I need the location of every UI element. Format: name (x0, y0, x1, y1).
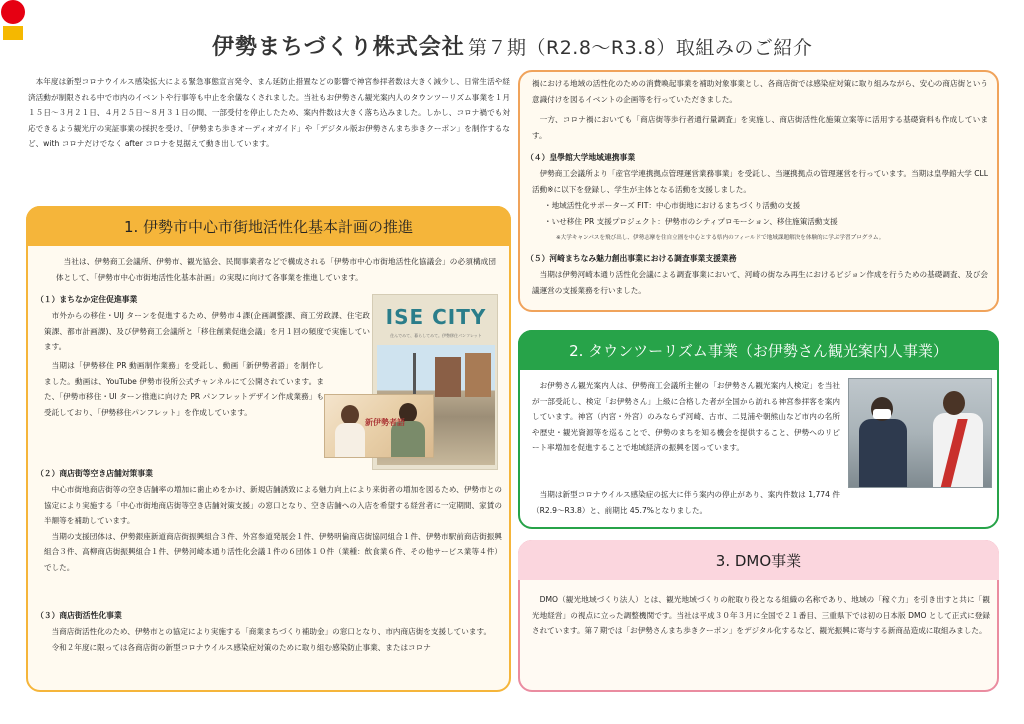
section-2-title: 2. タウンツーリズム事業（お伊勢さん観光案内人事業） (518, 330, 999, 370)
company-logo-icon (0, 0, 26, 40)
brochure-subtitle: 住んでみて、暮らしてみて。伊勢移住パンフレット (390, 333, 482, 338)
subsection-3-heading: （３）商店街活性化事業 (36, 611, 122, 620)
person-head (341, 405, 359, 425)
section-2-paragraph-2: 当期は新型コロナウイルス感染症の拡大に伴う案内の停止があり、案内件数は 1,774 件（R2.9〜R3.8）と、前期比 45.7%となりました。 (532, 490, 840, 515)
subsection-5-heading: （５）河崎まちなみ魅力創出事業における調査事業支援業務 (526, 254, 737, 263)
subsection-3-paragraph-1: 当商店街活性化のため、伊勢市との協定により実施する「商業まちづくり補助金」の窓口となり、市内商店街を支援しています。 (51, 627, 492, 636)
page-header (0, 0, 1024, 72)
video-caption: 新伊勢者語 (365, 418, 405, 427)
person-body (859, 419, 907, 488)
intro-paragraph: 本年度は新型コロナウイルス感染拡大による緊急事態宣言発令、まん延防止措置などの影響で神宮参拝者数は大きく減少し、日常生活や経済活動が制限される中で市内のイベントや行事等も中止を余儀なくされました。当社もお伊勢さん観光案内人のタウンツーリズム事業を１月１５日〜３月２１日、４月２５日〜８月３１日の間、一部受付を停止したため、案内件数は大きく落ち込みました。しかし、コロナ禍でも対応できるよう観光庁の実証事業の採択を受け、「伊勢まち歩きオーディオガイド」や「デジタル版お伊勢さんまち歩きクーポン」を制作するなど、with コロナだけでなく after コロナを見据えて動き出しています。 (28, 77, 510, 149)
person-body (335, 423, 365, 458)
brochure-building (435, 357, 461, 397)
page-title: 第７期（R2.8〜R3.8）取組みのご紹介 (468, 37, 813, 59)
continued-paragraph-1: 禍における地域の活性化のための消費喚起事業を補助対象事業とし、各商店街では感染症対策に取り組みながら、安心の商店街という意識付けを図るイベントの企画等を行っていただきました。 (532, 79, 988, 104)
subsection-1-paragraph-1: 市外からの移住・UIJ ターンを促進するため、伊勢市４課(企画調整課、商工労政課、住宅政策課、都市計画課)、及び伊勢商工会議所と「移住創業促進会議」を月１回の頻度で実施しています。 (44, 311, 370, 352)
company-name: 伊勢まちづくり株式会社 (212, 35, 465, 60)
tour-guide-photo (848, 378, 992, 488)
brochure-building (465, 353, 491, 397)
section-3-paragraph: DMO（観光地域づくり法人）とは、観光地域づくりの舵取り役となる組織の名称であり、地域の「稼ぐ力」を引き出すと共に「観光地経営」の視点に立った調整機関です。当社は平成３０年３月に全国で２１番目、三重県下では初の日本版 DMO として正式に登録されています。第７期では「お伊勢さんまち歩きクーポン」をデジタル化するなど、観光振興に寄与する新商品造成に取組みました。 (532, 595, 990, 636)
section-2-paragraph-1: お伊勢さん観光案内人は、伊勢商工会議所主催の「お伊勢さん観光案内人検定」を当社が一部受託し、検定「お伊勢さん」上級に合格した者が全国から訪れる神宮参拝客を案内しています。神宮（内宮・外宮）のみならず河崎、古市、二見浦や朝熊山など市内の名所や歴史・観光資源等を巡ることで、伊勢のまちを知る機会を提供すること、伊勢へのリピート率増加を促進することで地域経済の振興を図っています。 (532, 381, 840, 453)
face-mask (873, 409, 891, 419)
subsection-2-heading: （２）商店街等空き店舗対策事業 (36, 469, 153, 478)
subsection-2-body (44, 482, 502, 576)
subsection-2-paragraph-2: 当期の支援団体は、伊勢銀座新道商店街振興組合３件、外宮参道発展会１件、伊勢明倫商店街協同組合１件、伊勢市駅前商店街振興組合３件、高柳商店街振興組合１件、伊勢河崎本通り活性化会議１件の６団体１０件（業種：飲食業６件、その他サービス業等４件）でした。 (44, 531, 502, 572)
section-2-box (518, 330, 999, 529)
subsection-4-note: ※大学キャンパスを飛び出し、伊勢志摩を住自立圏を中心とする県内のフィールドで地域課題解決を体験的に学ぶ学習プログラム。 (556, 235, 885, 241)
continued-paragraph-2: 一方、コロナ禍においても「商店街等歩行者通行量調査」を実施し、商店街活性化施策立案等に活用する基礎資料も作成しています。 (532, 115, 988, 140)
video-still-photo (324, 394, 434, 458)
section-3-box (518, 540, 999, 692)
subsection-1-heading: （１）まちなか定住促進事業 (36, 295, 138, 304)
subsection-5-paragraph: 当期は伊勢河崎本通り活性化会議による調査事業において、河崎の街なみ再生におけるビジョン作成を行うための基礎調査、及び会議運営の支援業務を行いました。 (532, 270, 988, 295)
section-1-title: 1. 伊勢市中心市街地活性化基本計画の推進 (26, 206, 511, 246)
section-1-continued-box (518, 70, 999, 312)
subsection-3-paragraph-2: 令和２年度に限っては各商店街の新型コロナウイルス感染症対策のために取り組む感染防止事業、またはコロナ (51, 642, 431, 652)
subsection-4-bullet-2: ・いせ移住 PR 支援プロジェクト：伊勢市のシティプロモーション、移住施策活動支援 (544, 217, 838, 226)
subsection-3-body (44, 624, 502, 655)
section-1-box (26, 206, 511, 692)
subsection-2-paragraph-1: 中心市街地商店街等の空き店舗率の増加に歯止めをかけ、新規店舗誘致による魅力向上により来街者の増加を図るため、伊勢市との協定により実施する「中心市街地商店街等空き店舗対策支援」の窓口となり、空き店舗への入店を希望する経営者に一定期間、家賃の半額等を補助しています。 (44, 485, 502, 526)
subsection-4-paragraph: 伊勢商工会議所より「産官学連携拠点管理運営業務事業」を受託し、当運携拠点の管理運営を行っています。当期は皇學館大学 CLL 活動※に以下を登録し、学生が主体となる活動を支援しました。 (532, 169, 989, 194)
subsection-4-heading: （４）皇學館大学地域連携事業 (526, 153, 636, 162)
subsection-4-bullet-1: ・地域活性化サポーターズ FIT：中心市街地におけるまちづくり活動の支援 (544, 201, 801, 210)
guide-head (943, 391, 965, 415)
brochure-title: ISE CITY (385, 305, 487, 329)
section-3-title: 3. DMO事業 (518, 540, 999, 580)
subsection-1-paragraph-2: 当期は「伊勢移住 PR 動画制作業務」を受託し、動画「新伊勢者語」を制作しました。動画は、YouTube 伊勢市役所公式チャンネルにて公開されています。また、「伊勢市移住・UI ターン推進に向けた PR パンフレットデザイン作成業務」も受託しており、「伊勢移住パンフレット」を作成しています。 (44, 361, 324, 417)
section-1-intro: 当社は、伊勢商工会議所、伊勢市、観光協会、民間事業者などで構成される「伊勢市中心市街地活性化協議会」の必須構成団体として、「伊勢市中心市街地活性化基本計画」の実現に向けて各事業を推進しています。 (56, 257, 496, 282)
